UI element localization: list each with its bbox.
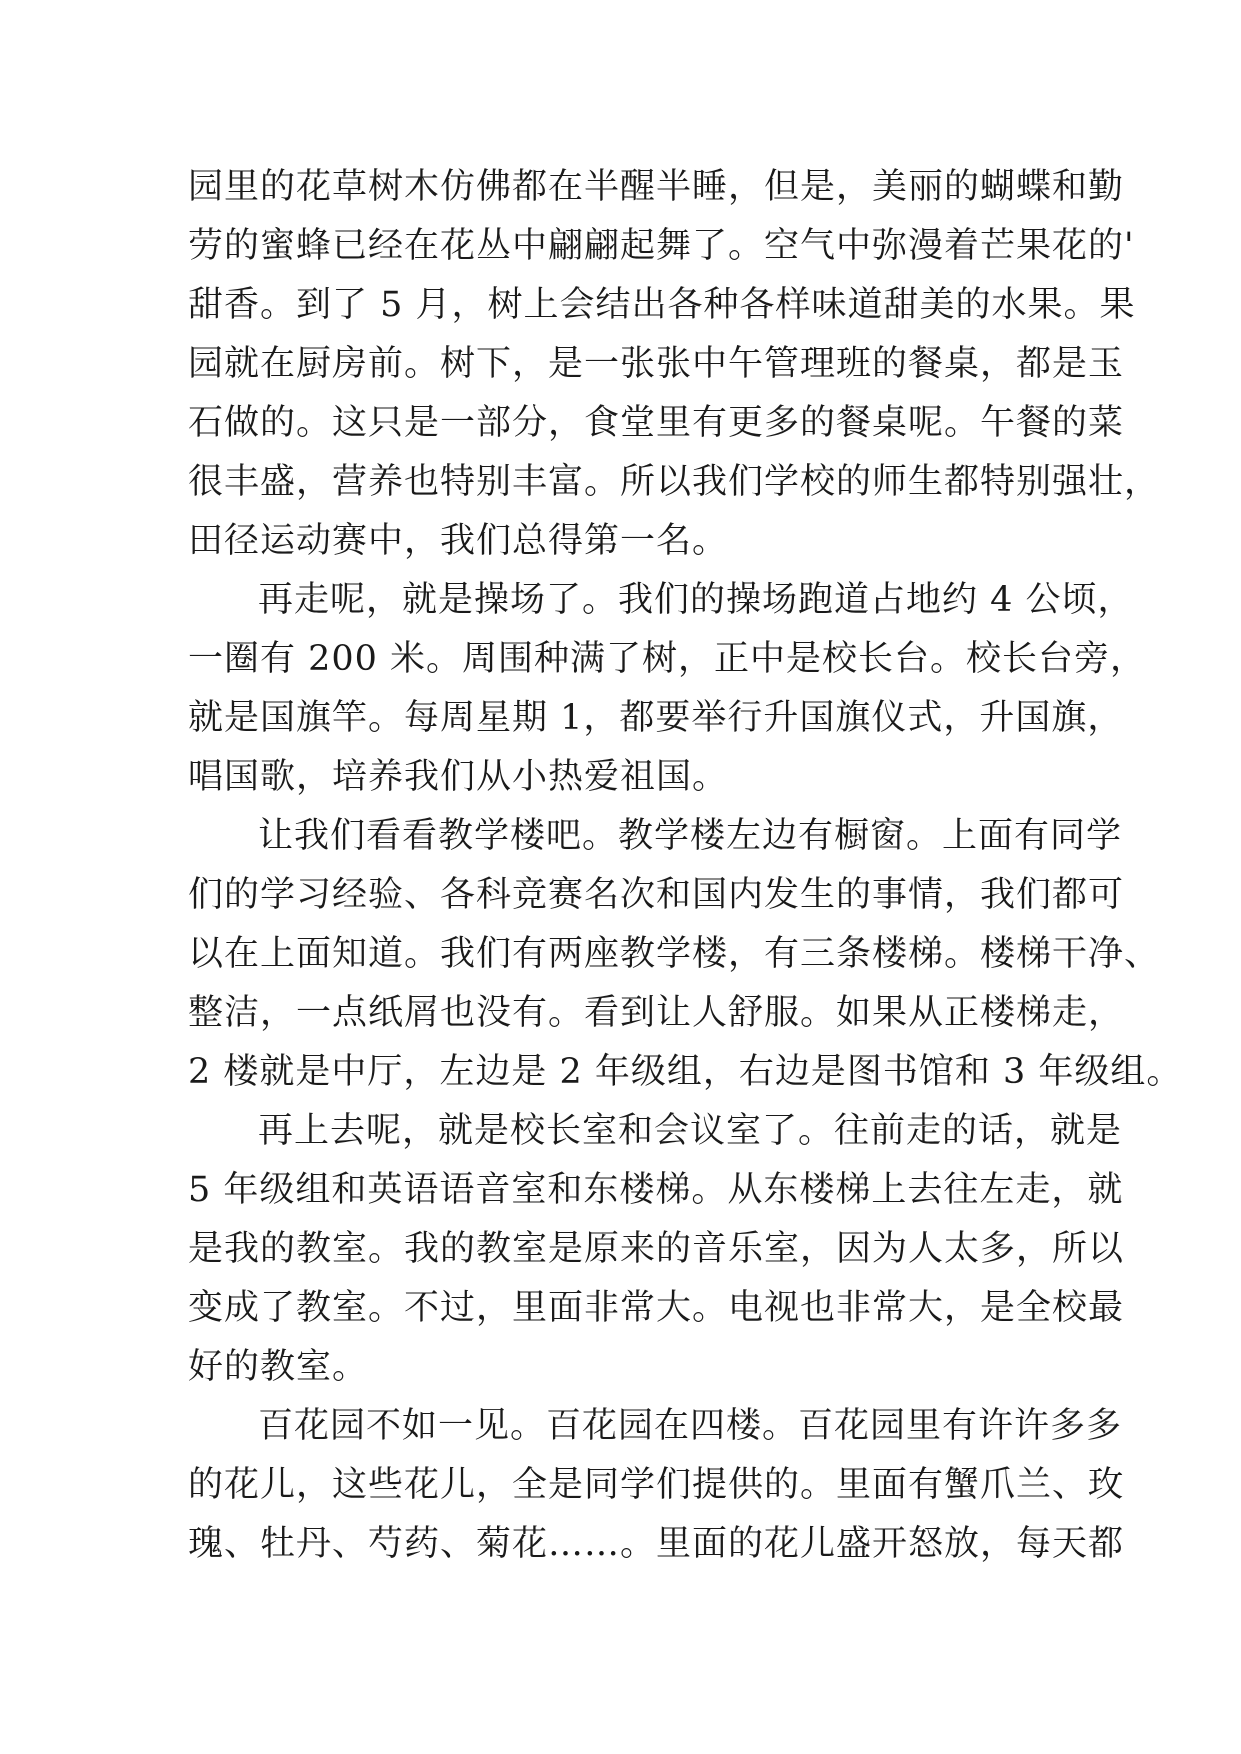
text-line: 园就在厨房前。树下，是一张张中午管理班的餐桌，都是玉 [188, 344, 1125, 384]
text-line: 很丰盛，营养也特别丰富。所以我们学校的师生都特别强壮， [188, 462, 1161, 502]
text-line: 田径运动赛中，我们总得第一名。 [188, 521, 729, 561]
text-line: 甜香。到了 5 月，树上会结出各种各样味道甜美的水果。果 [188, 285, 1136, 325]
text-line: 以在上面知道。我们有两座教学楼，有三条楼梯。楼梯干净、 [188, 934, 1161, 974]
text-line: 一圈有 200 米。周围种满了树，正中是校长台。校长台旁， [188, 639, 1147, 679]
text-line: 是我的教室。我的教室是原来的音乐室，因为人太多，所以 [188, 1229, 1125, 1269]
text-line: 好的教室。 [188, 1347, 369, 1387]
text-line: 5 年级组和英语语音室和东楼梯。从东楼梯上去往左走，就 [188, 1170, 1124, 1210]
text-line: 们的学习经验、各科竞赛名次和国内发生的事情，我们都可 [188, 875, 1125, 915]
paragraph-first-line: 百花园不如一见。百花园在四楼。百花园里有许许多多 [258, 1406, 1123, 1446]
text-line: 2 楼就是中厅，左边是 2 年级组，右边是图书馆和 3 年级组。 [188, 1052, 1183, 1092]
text-line: 的花儿，这些花儿，全是同学们提供的。里面有蟹爪兰、玫 [188, 1465, 1125, 1505]
text-line: 变成了教室。不过，里面非常大。电视也非常大，是全校最 [188, 1288, 1125, 1328]
paragraph-first-line: 再上去呢，就是校长室和会议室了。往前走的话，就是 [258, 1111, 1123, 1151]
document-body [188, 158, 1183, 1574]
text-line: 劳的蜜蜂已经在花丛中翩翩起舞了。空气中弥漫着芒果花的' [188, 226, 1135, 266]
text-line: 园里的花草树木仿佛都在半醒半睡，但是，美丽的蝴蝶和勤 [188, 167, 1125, 207]
text-line: 瑰、牡丹、芍药、菊花……。里面的花儿盛开怒放，每天都 [188, 1524, 1125, 1564]
text-line: 就是国旗竿。每周星期 1，都要举行升国旗仪式，升国旗， [188, 698, 1124, 738]
text-line: 石做的。这只是一部分，食堂里有更多的餐桌呢。午餐的菜 [188, 403, 1125, 443]
text-line: 唱国歌，培养我们从小热爱祖国。 [188, 757, 729, 797]
text-line: 整洁，一点纸屑也没有。看到让人舒服。如果从正楼梯走， [188, 993, 1125, 1033]
paragraph-first-line: 让我们看看教学楼吧。教学楼左边有橱窗。上面有同学 [258, 816, 1123, 856]
paragraph-first-line: 再走呢，就是操场了。我们的操场跑道占地约 4 公顷， [258, 580, 1134, 620]
